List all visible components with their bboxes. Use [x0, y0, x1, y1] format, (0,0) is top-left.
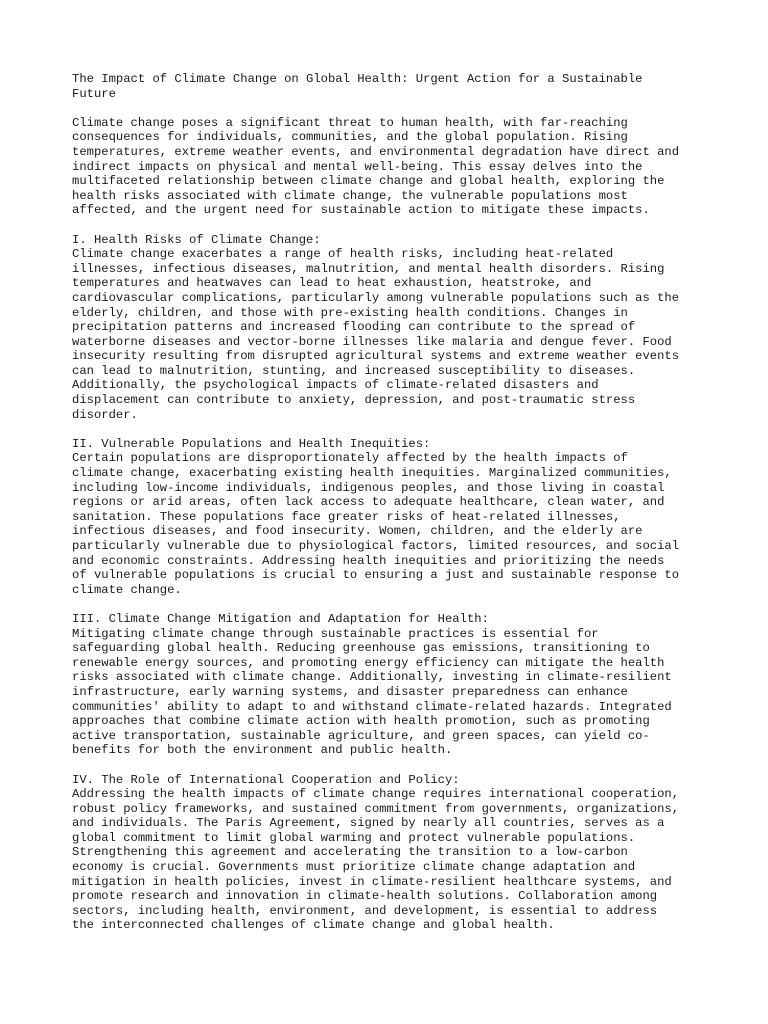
section-health-risks — [72, 233, 712, 423]
section-vulnerable-populations — [72, 437, 712, 598]
section-heading: I. Health Risks of Climate Change: — [72, 232, 321, 247]
section-body: Addressing the health impacts of climate change requires international cooperation, robust policy frameworks, and sustained commitment from governments, organizations, and individuals. The Paris Agreement, signed by nearly all countries, serves as a global commitment to limit global warming and protect vulnerable populations. Strengthening this agreement and accelerating the transition to a low-carbon economy is crucial. Governments must prioritize climate change adaptation and mitigation in health policies, invest in climate-resilient healthcare systems, and promote research and innovation in climate-health solutions. Collaboration among sectors, including health, environment, and development, is essential to address the interconnected challenges of climate change and global health. — [72, 787, 680, 933]
section-mitigation-adaptation — [72, 612, 712, 758]
document-page — [72, 72, 712, 948]
section-heading: III. Climate Change Mitigation and Adaptation for Health: — [72, 611, 489, 626]
section-international-cooperation — [72, 773, 712, 934]
section-body: Mitigating climate change through sustainable practices is essential for safeguarding global health. Reducing greenhouse gas emissions, transitioning to renewable energy sources, and promoting energy efficiency can mitigate the health risks associated with climate change. Additionally, investing in climate-resilient infrastructure, early warning systems, and disaster preparedness can enhance communities' ability to adapt to and withstand climate-related hazards. Integrated approaches that combine climate action with health promotion, such as promoting active transportation, sustainable agriculture, and green spaces, can yield co- benefits for both the environment and public health. — [72, 626, 672, 758]
section-body: Climate change exacerbates a range of health risks, including heat-related illnesses, infectious diseases, malnutrition, and mental health disorders. Rising temperatures and heatwaves can lead to heat exhaustion, heatstroke, and cardiovascular complications, particularly among vulnerable populations such as the elderly, children, and those with pre-existing health conditions. Changes in precipitation patterns and increased flooding can contribute to the spread of waterborne diseases and vector-borne illnesses like malaria and dengue fever. Food insecurity resulting from disrupted agricultural systems and extreme weather events can lead to malnutrition, stunting, and increased susceptibility to diseases. Additionally, the psychological impacts of climate-related disasters and displacement can contribute to anxiety, depression, and post-traumatic stress disorder. — [72, 247, 680, 422]
section-heading: II. Vulnerable Populations and Health Inequities: — [72, 436, 431, 451]
section-body: Certain populations are disproportionately affected by the health impacts of climate change, exacerbating existing health inequities. Marginalized communities, including low-income individuals, indigenous peoples, and those living in coastal regions or arid areas, often lack access to adequate healthcare, clean water, and sanitation. These populations face greater risks of heat-related illnesses, infectious diseases, and food insecurity. Women, children, and the elderly are particularly vulnerable due to physiological factors, limited resources, and social and economic constraints. Addressing health inequities and prioritizing the needs of vulnerable populations is crucial to ensuring a just and sustainable response to climate change. — [72, 451, 680, 597]
intro-paragraph: Climate change poses a significant threat to human health, with far-reaching consequences for individuals, communities, and the global population. Rising temperatures, extreme weather events, and environmental degradation have direct and indirect impacts on physical and mental well-being. This essay delves into the multifaceted relationship between climate change and global health, exploring the health risks associated with climate change, the vulnerable populations most affected, and the urgent need for sustainable action to mitigate these impacts. — [72, 115, 680, 218]
document-title: The Impact of Climate Change on Global Health: Urgent Action for a Sustainable Future — [72, 72, 643, 101]
section-heading: IV. The Role of International Cooperation and Policy: — [72, 772, 460, 787]
